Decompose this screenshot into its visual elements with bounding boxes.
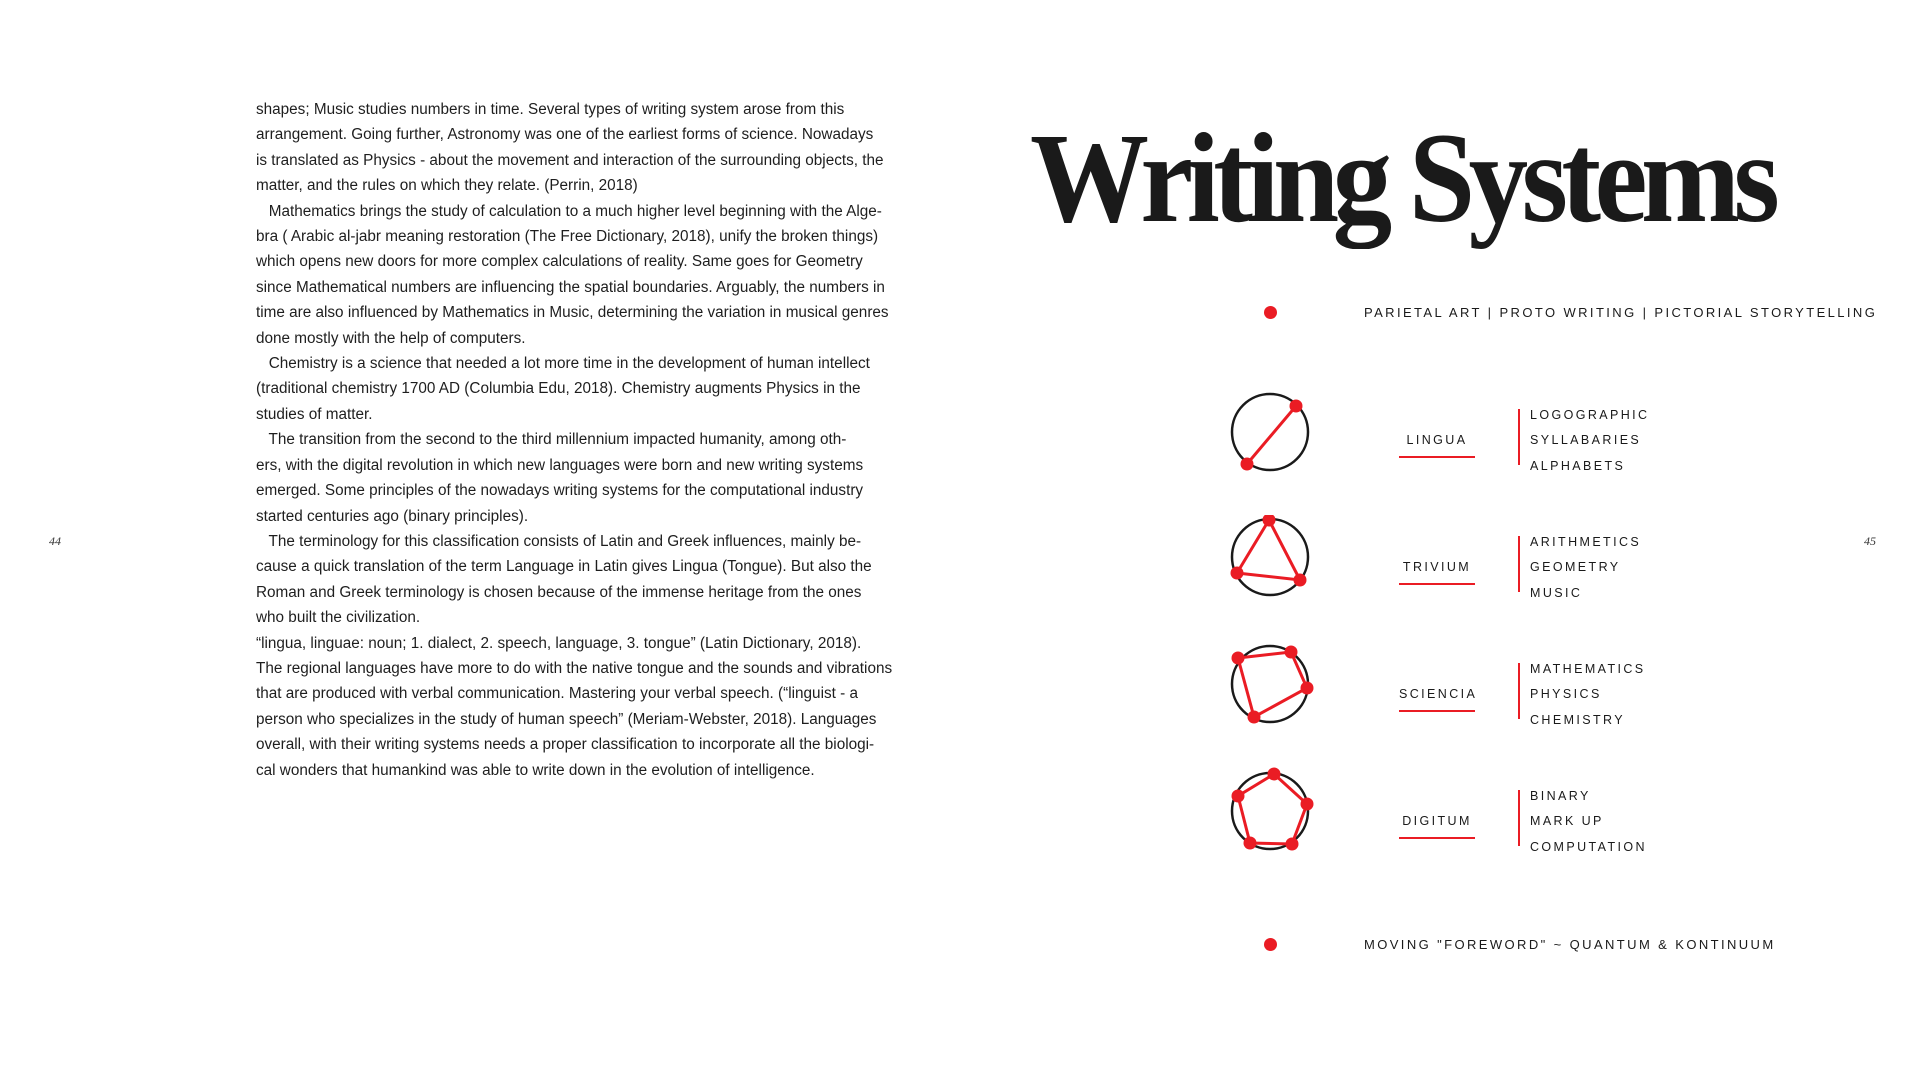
- row-label-lingua: LINGUA: [1406, 433, 1468, 447]
- row-items: [1530, 403, 1649, 479]
- circle-pentagon-icon: [1226, 767, 1314, 855]
- circle-square-icon: [1226, 640, 1314, 728]
- body-line: person who specializes in the study of human speech” (Meriam-Webster, 2018). Languages: [256, 710, 877, 728]
- body-line: who built the civilization.: [256, 609, 421, 627]
- body-line: bra ( Arabic al-jabr meaning restoration (The Free Dictionary, 2018), unify the broken things): [256, 228, 879, 246]
- row-item: LOGOGRAPHIC: [1530, 408, 1650, 422]
- row-label-trivium: TRIVIUM: [1402, 560, 1472, 574]
- row-underline: [1399, 837, 1475, 839]
- row-item: CHEMISTRY: [1530, 712, 1625, 727]
- body-line: matter, and the rules on which they relate. (Perrin, 2018): [256, 177, 638, 195]
- body-line: cause a quick translation of the term Language in Latin gives Lingua (Tongue). But also the: [256, 558, 872, 576]
- row-divider: [1518, 663, 1520, 719]
- row-item: GEOMETRY: [1530, 560, 1621, 575]
- row-items: [1530, 784, 1647, 860]
- body-line: emerged. Some principles of the nowadays writing systems for the computational industry: [256, 482, 864, 500]
- body-line: The terminology for this classification consists of Latin and Greek influences, mainly be-: [256, 532, 862, 550]
- row-item: BINARY: [1530, 789, 1591, 803]
- row-items: [1530, 657, 1646, 733]
- body-text: [256, 97, 906, 783]
- row-item: COMPUTATION: [1530, 839, 1647, 854]
- row-underline: [1399, 583, 1475, 585]
- body-line: cal wonders that humankind was able to write down in the evolution of intelligence.: [256, 761, 815, 779]
- row-item: SYLLABARIES: [1530, 433, 1642, 448]
- bottom-tagline: MOVING "FOREWORD" ~ QUANTUM & KONTINUUM: [1364, 937, 1776, 952]
- body-line: started centuries ago (binary principles).: [256, 507, 529, 525]
- body-line: (traditional chemistry 1700 AD (Columbia Edu, 2018). Chemistry augments Physics in the: [256, 380, 861, 398]
- body-line: which opens new doors for more complex calculations of reality. Same goes for Geometry: [256, 253, 863, 271]
- row-item: MATHEMATICS: [1530, 662, 1646, 676]
- row-divider: [1518, 536, 1520, 592]
- body-line: The regional languages have more to do with the native tongue and the sounds and vibrations: [256, 659, 893, 677]
- top-bullet-dot: [1264, 306, 1277, 319]
- page-title: Writing Systems: [1030, 107, 1774, 249]
- body-line: Mathematics brings the study of calculation to a much higher level beginning with the Alge-: [256, 202, 882, 220]
- body-line: studies of matter.: [256, 405, 373, 423]
- body-line: “lingua, linguae: noun; 1. dialect, 2. speech, language, 3. tongue” (Latin Dictionary, 2018).: [256, 634, 862, 652]
- row-underline: [1399, 456, 1475, 458]
- body-line: shapes; Music studies numbers in time. Several types of writing system arose from this: [256, 101, 845, 118]
- row-label-digitum: DIGITUM: [1402, 814, 1472, 828]
- row-label-sciencia: SCIENCIA: [1399, 687, 1478, 701]
- body-line: is translated as Physics - about the movement and interaction of the surrounding objects, the: [256, 151, 884, 169]
- row-item: ALPHABETS: [1530, 458, 1626, 473]
- bottom-bullet-dot: [1264, 938, 1277, 951]
- body-line: time are also influenced by Mathematics in Music, determining the variation in musical genres: [256, 304, 889, 322]
- circle-line-icon: [1226, 392, 1314, 480]
- row-underline: [1399, 710, 1475, 712]
- row-item: MARK UP: [1530, 814, 1604, 829]
- right-page-number: 45: [1864, 534, 1876, 548]
- row-items: [1530, 530, 1641, 606]
- body-line: arrangement. Going further, Astronomy was one of the earliest forms of science. Nowadays: [256, 126, 874, 144]
- circle-triangle-icon: [1226, 515, 1314, 603]
- row-divider: [1518, 790, 1520, 846]
- row-item: MUSIC: [1530, 585, 1583, 600]
- left-page-number: 44: [49, 534, 61, 548]
- row-item: ARITHMETICS: [1530, 535, 1642, 549]
- body-line: overall, with their writing systems needs a proper classification to incorporate all the biologi-: [256, 736, 875, 754]
- body-line: Roman and Greek terminology is chosen because of the immense heritage from the ones: [256, 583, 862, 601]
- body-line: Chemistry is a science that needed a lot more time in the development of human intellect: [256, 355, 870, 373]
- body-line: The transition from the second to the third millennium impacted humanity, among oth-: [256, 431, 847, 449]
- body-line: that are produced with verbal communication. Mastering your verbal speech. (“linguist - a: [256, 685, 858, 703]
- body-line: ers, with the digital revolution in which new languages were born and new writing systems: [256, 456, 864, 474]
- body-line: done mostly with the help of computers.: [256, 329, 526, 347]
- body-line: since Mathematical numbers are influencing the spatial boundaries. Arguably, the numbers in: [256, 278, 885, 296]
- row-divider: [1518, 409, 1520, 465]
- row-item: PHYSICS: [1530, 687, 1602, 702]
- top-tagline: PARIETAL ART | PROTO WRITING | PICTORIAL STORYTELLING: [1364, 305, 1878, 320]
